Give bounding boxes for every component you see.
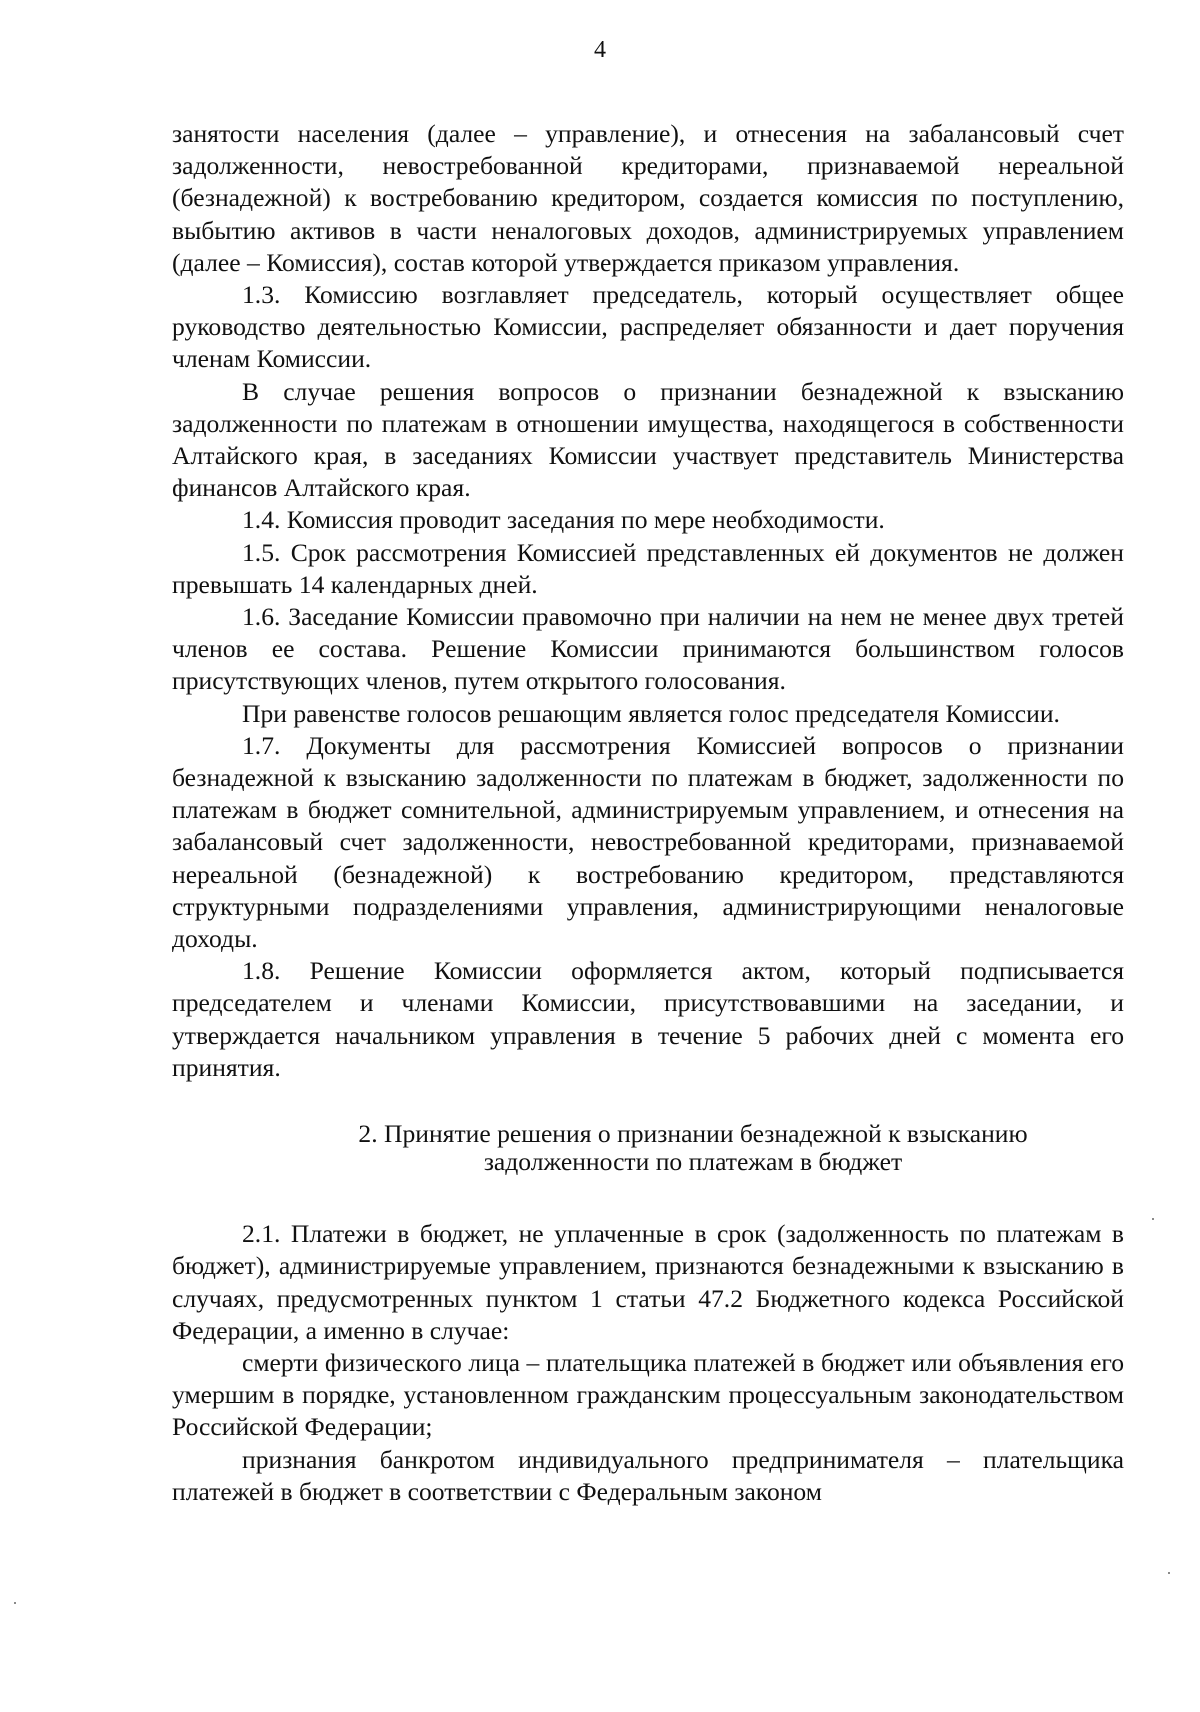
paragraph-1-5: 1.5. Срок рассмотрения Комиссией представленных ей документов не должен превышать 14 календарных дней.	[172, 537, 1124, 599]
paragraph-continuation: занятости населения (далее – управление), и отнесения на забалансовый счет задолженности, невостребованной кредиторами, признаваемой нереальной (безнадежной) к востребованию кредитором, создается комиссия по поступлению, выбытию активов в части неналоговых доходов, администрируемых управлением (далее – Комиссия), состав которой утверждается приказом управления.	[172, 119, 1124, 277]
section-2-heading	[172, 1120, 1124, 1176]
paragraph-2-1: 2.1. Платежи в бюджет, не уплаченные в срок (задолженность по платежам в бюджет), администрируемые управлением, признаются безнадежными к взысканию в случаях, предусмотренных пунктом 1 статьи 47.2 Бюджетного кодекса Российской Федерации, а именно в случае:	[172, 1219, 1124, 1345]
paragraph-1-3-extra: В случае решения вопросов о признании безнадежной к взысканию задолженности по платежам в отношении имущества, находящегося в собственности Алтайского края, в заседаниях Комиссии участвует представитель Министерства финансов Алтайского края.	[172, 376, 1124, 503]
scan-speck	[14, 1602, 16, 1604]
page-number: 4	[594, 37, 606, 63]
paragraph-2-1-case-bankruptcy: признания банкротом индивидуального предпринимателя – плательщика платежей в бюджет в соответствии с Федеральным законом	[172, 1444, 1124, 1506]
paragraph-1-4: 1.4. Комиссия проводит заседания по мере необходимости.	[242, 505, 885, 535]
scan-speck	[1168, 1572, 1170, 1574]
section-heading-line-2: задолженности по платежам в бюджет	[483, 1147, 903, 1177]
section-heading-line-1: 2. Принятие решения о признании безнадежной к взысканию	[358, 1119, 1028, 1149]
paragraph-1-6-extra: При равенстве голосов решающим является голос председателя Комиссии.	[242, 698, 1060, 728]
paragraph-2-1-case-death: смерти физического лица – плательщика платежей в бюджет или объявления его умершим в порядке, установленном гражданским процессуальным законодательством Российской Федерации;	[172, 1347, 1124, 1442]
paragraph-1-8: 1.8. Решение Комиссии оформляется актом, который подписывается председателем и членами Комиссии, присутствовавшими на заседании, и утверждается начальником управления в течение 5 рабочих дней с момента его принятия.	[172, 956, 1124, 1082]
paragraph-1-3: 1.3. Комиссию возглавляет председатель, который осуществляет общее руководство деятельностью Комиссии, распределяет обязанности и дает поручения членам Комиссии.	[172, 280, 1124, 374]
scan-speck	[1152, 1218, 1154, 1220]
paragraph-1-7: 1.7. Документы для рассмотрения Комиссией вопросов о признании безнадежной к взысканию задолженности по платежам в бюджет, задолженности по платежам в бюджет сомнительной, администрируемым управлением, и отнесения на забалансовый счет задолженности, невостребованной кредиторами, признаваемой нереальной (безнадежной) к востребованию кредитором, представляются структурными подразделениями управления, администрирующими неналоговые доходы.	[172, 730, 1124, 954]
document-body	[172, 118, 1124, 1508]
paragraph-1-6: 1.6. Заседание Комиссии правомочно при наличии на нем не менее двух третей членов ее состава. Решение Комиссии принимаются большинством голосов присутствующих членов, путем открытого голосования.	[172, 602, 1124, 696]
